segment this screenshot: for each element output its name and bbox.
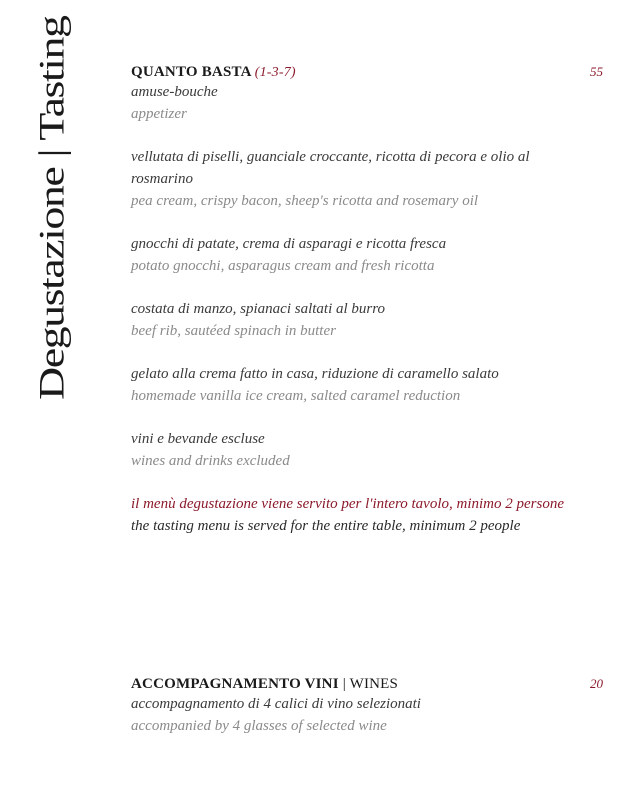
course-item xyxy=(131,363,591,407)
course-it: vini e bevande escluse xyxy=(131,431,265,447)
note-it: il menù degustazione viene servito per l'intero tavolo, minimo 2 persone xyxy=(131,496,564,512)
wine-pairing-section xyxy=(131,676,603,737)
wine-pairing-header xyxy=(131,676,603,693)
course-it: gelato alla crema fatto in casa, riduzione di caramello salato xyxy=(131,366,499,382)
wine-pairing-en: accompanied by 4 glasses of selected wine xyxy=(131,718,387,734)
course-en: pea cream, crispy bacon, sheep's ricotta and rosemary oil xyxy=(131,193,479,209)
course-en: homemade vanilla ice cream, salted caramel reduction xyxy=(131,388,461,404)
note-en: the tasting menu is served for the entire table, minimum 2 people xyxy=(131,518,521,534)
course-item xyxy=(131,146,591,212)
tasting-note xyxy=(131,493,591,537)
course-en: beef rib, sautéed spinach in butter xyxy=(131,323,336,339)
course-item xyxy=(131,298,591,342)
course-it: gnocchi di patate, crema di asparagi e ricotta fresca xyxy=(131,236,447,252)
course-item xyxy=(131,428,591,472)
course-en: potato gnocchi, asparagus cream and fresh ricotta xyxy=(131,258,435,274)
course-item xyxy=(131,233,591,277)
course-it: costata di manzo, spianaci saltati al burro xyxy=(131,301,386,317)
tasting-menu-price: 55 xyxy=(590,64,603,79)
tasting-menu-title xyxy=(131,64,296,81)
tasting-menu-section xyxy=(131,64,603,537)
course-en: wines and drinks excluded xyxy=(131,453,290,469)
allergen-codes: (1-3-7) xyxy=(254,65,296,80)
wine-pairing-price: 20 xyxy=(590,676,603,691)
wine-pairing-title xyxy=(131,676,398,693)
course-it: vellutata di piselli, guanciale croccante, ricotta di pecora e olio al rosmarino xyxy=(131,149,530,187)
intro-it: amuse-bouche xyxy=(131,84,218,100)
side-title: Degustazione | Tasting xyxy=(31,16,72,400)
tasting-menu-name: QUANTO BASTA xyxy=(131,64,251,80)
wine-pairing-name: ACCOMPAGNAMENTO VINI xyxy=(131,676,339,692)
tasting-menu-header xyxy=(131,64,603,81)
intro-en: appetizer xyxy=(131,106,187,122)
wine-pairing-it: accompagnamento di 4 calici di vino selezionati xyxy=(131,696,421,712)
wine-pairing-name-en: | WINES xyxy=(342,676,399,692)
